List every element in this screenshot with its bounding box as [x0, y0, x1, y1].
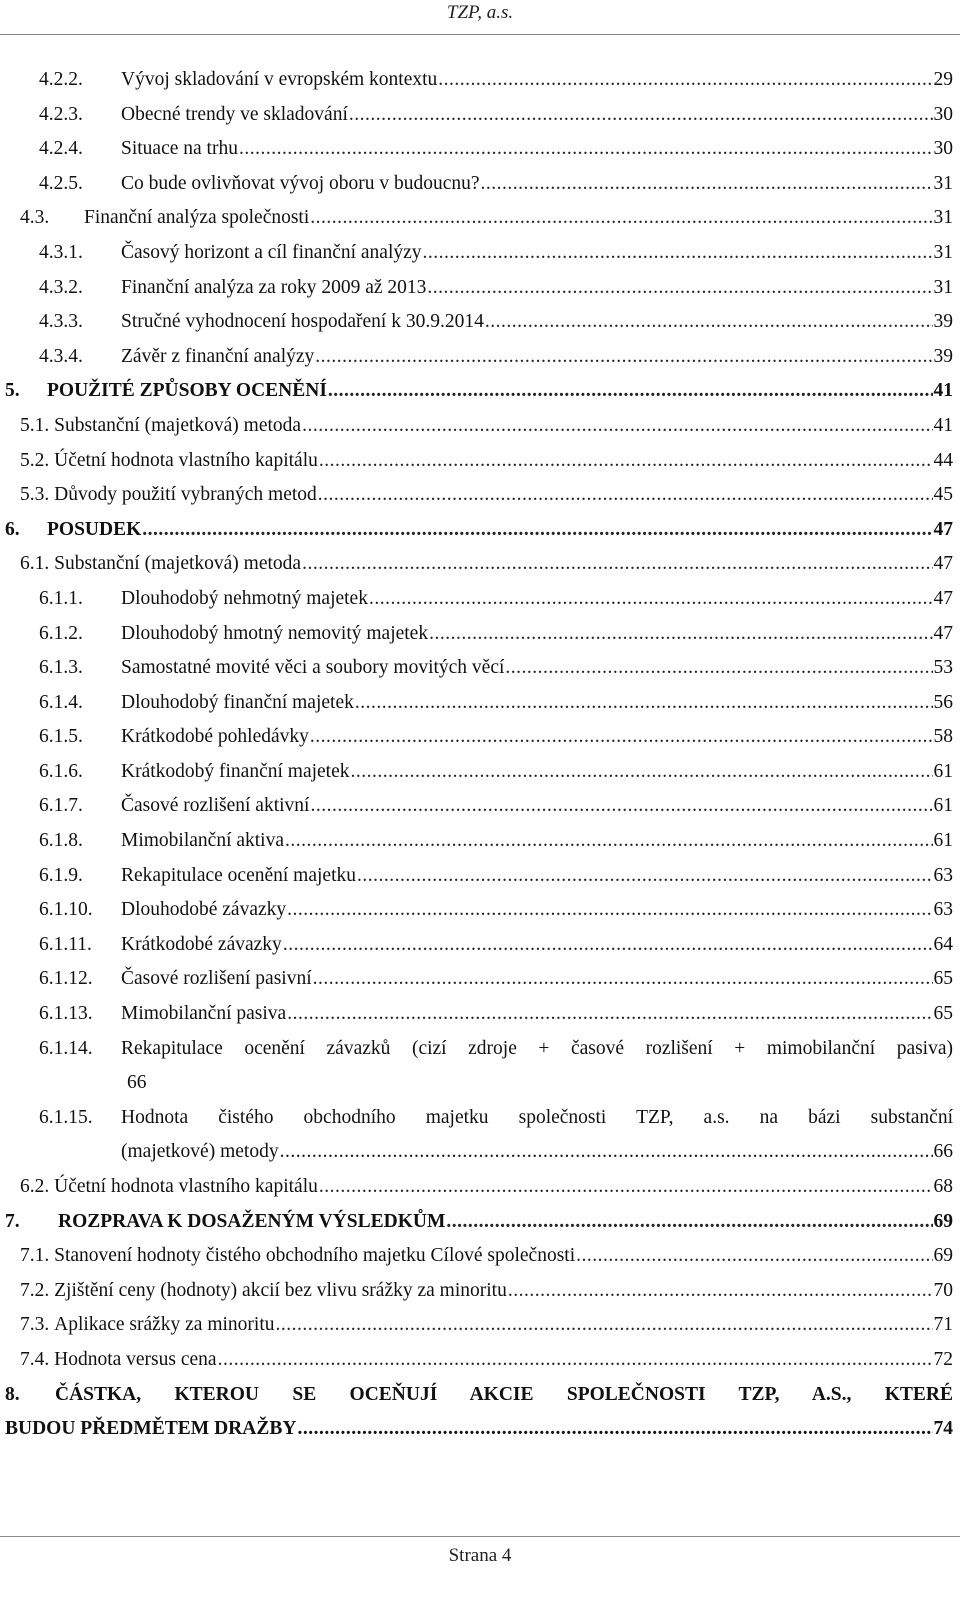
toc-number: 6.1.3.	[39, 657, 83, 679]
toc-leader	[287, 997, 932, 1032]
toc-number: 4.2.3.	[39, 103, 83, 125]
toc-number: 6.1.10.	[39, 899, 93, 921]
toc-leader	[446, 1205, 932, 1240]
toc-leader	[485, 305, 933, 340]
toc-title: Časové rozlišení pasivní	[121, 968, 312, 990]
toc-title: Dlouhodobý nehmotný majetek	[121, 587, 368, 609]
toc-leader	[218, 1343, 933, 1378]
toc-number: 4.3.1.	[39, 241, 83, 263]
toc-page: 63	[933, 899, 953, 921]
toc-number: 7.1.	[20, 1245, 50, 1267]
toc-title: Mimobilanční pasiva	[121, 1003, 287, 1025]
running-header: TZP, a.s.	[446, 2, 514, 23]
toc-title: Rekapitulace ocenění závazků (cizí zdroje + časové rozlišení + mimobilanční pasiva)	[121, 1037, 953, 1059]
toc-number: 7.3.	[20, 1314, 50, 1336]
toc-title: Důvody použití vybraných metod	[54, 484, 317, 506]
toc-page: 39	[933, 311, 953, 333]
toc-title: POSUDEK	[47, 518, 142, 540]
toc-number: 6.1.12.	[39, 968, 93, 990]
toc-title: Stanovení hodnoty čistého obchodního majetku Cílové společnosti	[54, 1245, 576, 1267]
toc-number: 6.1.4.	[39, 691, 83, 713]
toc-page: 39	[933, 345, 953, 367]
toc-entry[interactable]	[0, 271, 953, 306]
toc-number: 5.2.	[20, 449, 50, 471]
toc-page: 71	[933, 1314, 953, 1336]
toc-entry[interactable]	[0, 755, 953, 790]
toc-number: 7.	[5, 1210, 20, 1232]
toc-entry[interactable]	[0, 340, 953, 375]
toc-entry[interactable]	[0, 201, 953, 236]
toc-title: Vývoj skladování v evropském kontextu	[121, 69, 438, 90]
toc-title: Hodnota versus cena	[54, 1348, 217, 1370]
toc-page: 61	[933, 830, 953, 852]
toc-title-continued: (majetkové) metody	[121, 1141, 279, 1163]
toc-title: Rekapitulace ocenění majetku	[121, 864, 356, 886]
toc-leader	[239, 132, 933, 167]
toc-title: Aplikace srážky za minoritu	[54, 1314, 275, 1336]
toc-number: 5.3.	[20, 484, 50, 506]
toc-title: Účetní hodnota vlastního kapitálu	[54, 1176, 318, 1197]
toc-page: 66	[933, 1141, 953, 1163]
toc-page: 47	[933, 518, 953, 540]
toc-title: Stručné vyhodnocení hospodaření k 30.9.2014	[121, 311, 484, 333]
toc-leader	[357, 859, 933, 894]
toc-title: POUŽITÉ ZPŮSOBY OCENĚNÍ	[47, 380, 327, 402]
toc-page: 65	[933, 968, 953, 990]
toc-page: 45	[933, 484, 953, 506]
toc-page: 56	[933, 691, 953, 713]
toc-leader	[576, 1239, 932, 1274]
toc-page: 31	[933, 172, 953, 194]
toc-leader	[429, 617, 932, 652]
toc-number: 6.1.6.	[39, 760, 83, 782]
toc-title: Účetní hodnota vlastního kapitálu	[54, 449, 318, 471]
toc-number: 6.1.8.	[39, 830, 83, 852]
toc-leader	[319, 444, 933, 479]
toc-title: Samostatné movité věci a soubory movitých věcí	[121, 657, 505, 679]
toc-leader	[287, 893, 932, 928]
toc-entry[interactable]	[0, 444, 953, 479]
toc-entry[interactable]	[0, 1239, 953, 1274]
footer-divider	[0, 1536, 960, 1537]
toc-number: 6.1.	[20, 553, 50, 575]
toc-page: 53	[933, 657, 953, 679]
toc-page: 74	[933, 1418, 953, 1440]
toc-title: Hodnota čistého obchodního majetku společnosti TZP, a.s. na bázi substanční	[121, 1106, 953, 1128]
toc-title: Časový horizont a cíl finanční analýzy	[121, 241, 422, 263]
toc-number: 6.1.11.	[39, 933, 92, 955]
toc-chapter[interactable]	[0, 374, 953, 409]
toc-page: 47	[933, 553, 953, 575]
toc-number: 4.3.2.	[39, 276, 83, 298]
toc-leader	[297, 1412, 932, 1447]
toc-leader	[505, 651, 932, 686]
toc-page: 41	[933, 380, 953, 402]
toc-chapter[interactable]	[0, 1205, 953, 1240]
toc-leader	[355, 686, 933, 721]
toc-entry[interactable]	[0, 789, 953, 824]
toc-entry[interactable]	[0, 859, 953, 894]
toc-title: Dlouhodobý hmotný nemovitý majetek	[121, 622, 429, 644]
toc-leader	[313, 962, 933, 997]
toc-entry[interactable]	[0, 824, 953, 859]
toc-page: 61	[933, 795, 953, 817]
toc-entry[interactable]	[0, 409, 953, 444]
toc-entry[interactable]	[0, 1343, 953, 1378]
toc-chapter[interactable]	[0, 513, 953, 548]
toc-title: Substanční (majetková) metoda	[54, 414, 302, 436]
toc-number: 5.	[5, 380, 20, 402]
toc-page: 29	[933, 69, 953, 90]
toc-leader	[319, 1170, 933, 1205]
toc-page: 68	[933, 1176, 953, 1197]
toc-title: Situace na trhu	[121, 138, 238, 160]
toc-leader	[351, 755, 933, 790]
toc-title: Co bude ovlivňovat vývoj oboru v budoucnu?	[121, 172, 480, 194]
toc-leader	[328, 374, 933, 409]
toc-leader	[310, 720, 933, 755]
toc-title: Časové rozlišení aktivní	[121, 795, 310, 817]
toc-title: Finanční analýza za roky 2009 až 2013	[121, 276, 427, 298]
toc-title: Krátkodobé pohledávky	[121, 726, 309, 748]
toc-entry[interactable]	[0, 962, 953, 997]
toc-leader	[310, 789, 932, 824]
page-number-footer: Strana 4	[448, 1545, 512, 1566]
toc-number: 4.3.	[20, 207, 50, 229]
toc-number: 4.2.4.	[39, 138, 83, 160]
toc-entry[interactable]	[0, 98, 953, 133]
toc-leader	[142, 513, 932, 548]
toc-entry[interactable]	[0, 582, 953, 617]
toc-number: 6.1.15.	[39, 1106, 93, 1128]
toc-number: 8.	[5, 1383, 20, 1405]
toc-title: Obecné trendy ve skladování	[121, 103, 348, 125]
toc-entry[interactable]	[0, 478, 953, 513]
toc-leader	[302, 547, 932, 582]
toc-page: 69	[933, 1245, 953, 1267]
toc-page: 30	[933, 103, 953, 125]
toc-entry[interactable]	[0, 651, 953, 686]
toc-leader	[302, 409, 932, 444]
toc-leader	[310, 201, 932, 236]
toc-entry[interactable]	[0, 305, 953, 340]
toc-page: 63	[933, 864, 953, 886]
toc-leader	[280, 1135, 933, 1170]
toc-entry[interactable]	[0, 1274, 953, 1309]
toc-leader	[285, 824, 932, 859]
toc-page: 30	[933, 138, 953, 160]
toc-page: 44	[933, 449, 953, 471]
toc-page: 41	[933, 414, 953, 436]
toc-page: 31	[933, 241, 953, 263]
toc-title: Závěr z finanční analýzy	[121, 345, 315, 367]
toc-title: Substanční (majetková) metoda	[54, 553, 302, 575]
toc-leader	[276, 1308, 933, 1343]
toc-leader	[427, 271, 932, 306]
toc-number: 6.2.	[20, 1176, 50, 1197]
toc-leader	[438, 63, 932, 98]
toc-title: Zjištění ceny (hodnoty) akcií bez vlivu srážky za minoritu	[54, 1279, 507, 1301]
toc-leader	[508, 1274, 933, 1309]
toc-entry[interactable]	[0, 132, 953, 167]
toc-leader	[283, 928, 933, 963]
toc-leader	[481, 167, 933, 202]
toc-page: 47	[933, 622, 953, 644]
toc-title: Dlouhodobý finanční majetek	[121, 691, 354, 713]
toc-number: 6.1.7.	[39, 795, 83, 817]
toc-number: 6.1.14.	[39, 1037, 93, 1059]
toc-entry[interactable]	[0, 720, 953, 755]
toc-chapter[interactable]	[0, 1378, 953, 1447]
toc-page: 64	[933, 933, 953, 955]
toc-leader	[369, 582, 933, 617]
toc-title: Krátkodobé závazky	[121, 933, 282, 955]
toc-number: 4.2.5.	[39, 172, 83, 194]
toc-title: Dlouhodobé závazky	[121, 899, 287, 921]
toc-number: 7.2.	[20, 1279, 50, 1301]
toc-leader	[318, 478, 933, 513]
toc-entry[interactable]	[0, 928, 953, 963]
toc-number: 4.2.2.	[39, 69, 83, 90]
toc-entry[interactable]	[0, 236, 953, 271]
toc-entry[interactable]	[0, 893, 953, 928]
toc-number: 6.1.5.	[39, 726, 83, 748]
toc-number: 6.1.2.	[39, 622, 83, 644]
toc-page: 69	[933, 1210, 953, 1232]
toc-page: 70	[933, 1279, 953, 1301]
toc-leader	[423, 236, 933, 271]
toc-number: 6.1.9.	[39, 864, 83, 886]
toc-entry[interactable]	[0, 997, 953, 1032]
toc-title: ČÁSTKA, KTEROU SE OCEŇUJÍ AKCIE SPOLEČNOSTI TZP, A.S., KTERÉ	[55, 1383, 953, 1405]
toc-number: 6.1.1.	[39, 587, 83, 609]
toc-entry[interactable]	[0, 63, 953, 98]
toc-page: 31	[933, 276, 953, 298]
toc-page: 47	[933, 587, 953, 609]
toc-number: 4.3.3.	[39, 311, 83, 333]
toc-page: 66	[127, 1072, 147, 1094]
toc-page: 61	[933, 760, 953, 782]
toc-page: 58	[933, 726, 953, 748]
toc-entry[interactable]	[0, 617, 953, 652]
toc-title: ROZPRAVA K DOSAŽENÝM VÝSLEDKŮM	[58, 1210, 446, 1232]
toc-number: 6.	[5, 518, 20, 540]
toc-title: Mimobilanční aktiva	[121, 830, 285, 852]
toc-entry[interactable]	[0, 1101, 953, 1170]
toc-title: Krátkodobý finanční majetek	[121, 760, 350, 782]
toc-page: 72	[933, 1348, 953, 1370]
toc-title-continued: BUDOU PŘEDMĚTEM DRAŽBY	[5, 1418, 297, 1440]
toc-entry[interactable]	[0, 167, 953, 202]
table-of-contents	[0, 63, 953, 1447]
toc-entry[interactable]	[0, 1170, 953, 1205]
toc-page: 65	[933, 1003, 953, 1025]
toc-entry[interactable]	[0, 1032, 953, 1101]
toc-number: 5.1.	[20, 414, 50, 436]
toc-number: 6.1.13.	[39, 1003, 93, 1025]
toc-entry[interactable]	[0, 1308, 953, 1343]
toc-number: 4.3.4.	[39, 345, 83, 367]
toc-entry[interactable]	[0, 547, 953, 582]
toc-entry[interactable]	[0, 686, 953, 721]
toc-page: 31	[933, 207, 953, 229]
toc-leader	[315, 340, 932, 375]
toc-leader	[349, 98, 933, 133]
toc-title: Finanční analýza společnosti	[84, 207, 310, 229]
toc-number: 7.4.	[20, 1348, 50, 1370]
header-divider	[0, 34, 960, 35]
